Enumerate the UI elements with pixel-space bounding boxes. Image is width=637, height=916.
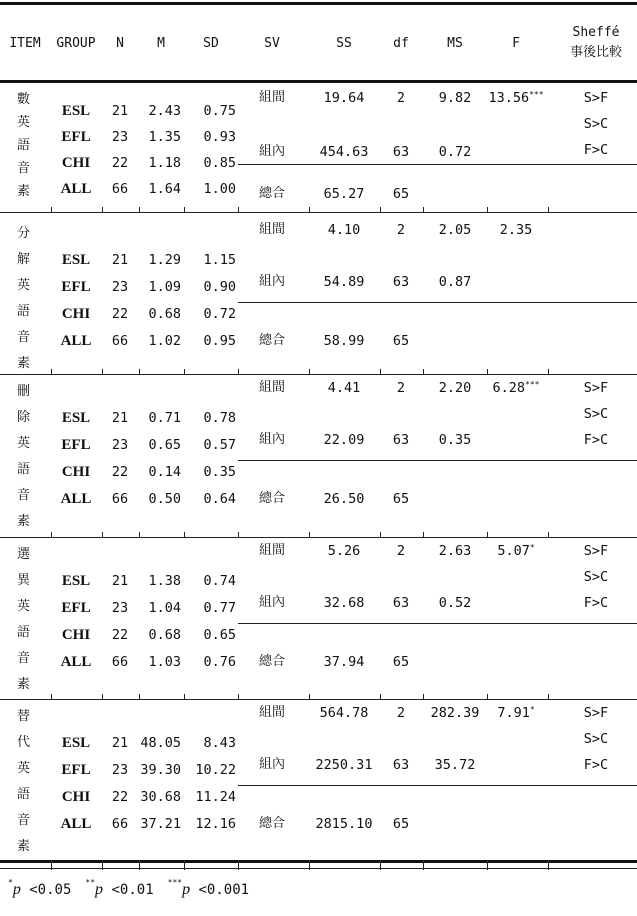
scheffe-comparison: S>F xyxy=(583,380,609,396)
f-number: 5.07 xyxy=(497,543,530,559)
column-tick xyxy=(102,694,103,699)
ms-between: 2.63 xyxy=(438,543,472,559)
sv-within: 組內 xyxy=(258,432,286,447)
group-n: 22 xyxy=(111,627,129,643)
ss-within: 2250.31 xyxy=(315,757,373,773)
header-group: GROUP xyxy=(56,36,96,51)
group-sd: 0.75 xyxy=(203,103,236,119)
scheffe-comparison: S>C xyxy=(583,406,609,422)
item-label-char: 刪 xyxy=(17,384,31,399)
ms-between: 282.39 xyxy=(430,705,480,721)
group-mean: 0.68 xyxy=(148,306,181,322)
item-label-char: 素 xyxy=(17,356,31,371)
sv-between: 組間 xyxy=(258,543,286,558)
column-tick xyxy=(548,207,549,212)
header-df: df xyxy=(393,36,409,51)
group-name: ALL xyxy=(60,333,92,349)
df-within: 63 xyxy=(392,144,410,160)
sv-between: 組間 xyxy=(258,90,286,105)
group-sd: 0.35 xyxy=(203,464,236,480)
scheffe-comparison: S>C xyxy=(583,116,609,132)
header-sd: SD xyxy=(203,36,219,51)
item-label-char: 英 xyxy=(17,599,31,614)
column-tick xyxy=(184,207,185,212)
total-separator-rule xyxy=(238,623,637,624)
bottom-double-rule xyxy=(0,868,637,869)
item-label-char: 素 xyxy=(17,184,31,199)
ss-between: 564.78 xyxy=(319,705,369,721)
item-label-char: 分 xyxy=(17,226,31,241)
group-sd: 0.85 xyxy=(203,155,236,171)
scheffe-comparison: S>F xyxy=(583,90,609,106)
column-tick xyxy=(309,207,310,212)
column-tick xyxy=(487,532,488,537)
df-total: 65 xyxy=(392,816,410,832)
df-between: 2 xyxy=(396,543,406,559)
f-significance: * xyxy=(529,543,535,552)
group-name: ESL xyxy=(61,735,91,751)
column-tick xyxy=(51,532,52,537)
header-n: N xyxy=(116,36,124,51)
item-label-char: 解 xyxy=(17,252,31,267)
group-sd: 0.57 xyxy=(203,437,236,453)
sv-total: 總合 xyxy=(258,816,286,831)
group-sd: 1.15 xyxy=(203,252,236,268)
scheffe-comparison: S>C xyxy=(583,731,609,747)
item-label-char: 語 xyxy=(17,625,31,640)
f-significance: * xyxy=(529,705,535,714)
ms-between: 9.82 xyxy=(438,90,472,106)
group-name: ALL xyxy=(60,654,92,670)
header-scheffe: Sheffé xyxy=(572,25,620,40)
item-label-char: 語 xyxy=(17,304,31,319)
group-sd: 10.22 xyxy=(195,762,236,778)
item-label-char: 英 xyxy=(17,115,31,130)
group-n: 23 xyxy=(111,437,129,453)
total-separator-rule xyxy=(238,302,637,303)
group-sd: 0.93 xyxy=(203,129,236,145)
group-name: CHI xyxy=(61,306,91,322)
footnote-threshold: <0.001 xyxy=(190,882,250,898)
item-label-char: 代 xyxy=(17,735,31,750)
df-total: 65 xyxy=(392,186,410,202)
total-separator-rule xyxy=(238,785,637,786)
group-mean: 0.68 xyxy=(148,627,181,643)
item-label-char: 英 xyxy=(17,436,31,451)
ss-within: 32.68 xyxy=(323,595,365,611)
group-name: ESL xyxy=(61,252,91,268)
group-sd: 8.43 xyxy=(203,735,236,751)
column-tick xyxy=(380,369,381,374)
header-ss: SS xyxy=(336,36,352,51)
group-mean: 48.05 xyxy=(140,735,181,751)
group-n: 22 xyxy=(111,306,129,322)
group-name: EFL xyxy=(61,762,91,778)
group-mean: 1.35 xyxy=(148,129,181,145)
group-name: EFL xyxy=(61,600,91,616)
ms-within: 0.72 xyxy=(438,144,472,160)
sv-total: 總合 xyxy=(258,333,286,348)
group-sd: 0.65 xyxy=(203,627,236,643)
group-mean: 1.64 xyxy=(148,181,181,197)
ms-within: 0.87 xyxy=(438,274,472,290)
block-rule xyxy=(0,699,637,700)
group-n: 66 xyxy=(111,333,129,349)
group-n: 22 xyxy=(111,464,129,480)
group-n: 66 xyxy=(111,181,129,197)
footnote-threshold: <0.05 xyxy=(20,882,72,898)
scheffe-comparison: S>C xyxy=(583,569,609,585)
group-n: 23 xyxy=(111,600,129,616)
header-ms: MS xyxy=(447,36,463,51)
column-tick xyxy=(238,369,239,374)
ss-total: 58.99 xyxy=(323,333,365,349)
df-total: 65 xyxy=(392,333,410,349)
df-within: 63 xyxy=(392,274,410,290)
header-f: F xyxy=(512,36,520,51)
column-tick xyxy=(423,532,424,537)
footnote-p: p xyxy=(95,881,104,898)
column-tick xyxy=(548,694,549,699)
ss-between: 4.10 xyxy=(327,222,361,238)
sv-within: 組內 xyxy=(258,595,286,610)
block-rule xyxy=(0,537,637,538)
footnote-stars: * xyxy=(8,878,13,887)
f-value xyxy=(493,380,540,396)
group-n: 21 xyxy=(111,573,129,589)
column-tick xyxy=(139,532,140,537)
group-name: ESL xyxy=(61,410,91,426)
group-name: ESL xyxy=(61,573,91,589)
item-label-char: 語 xyxy=(17,787,31,802)
group-name: CHI xyxy=(61,464,91,480)
column-tick xyxy=(238,694,239,699)
column-tick xyxy=(102,369,103,374)
scheffe-comparison: F>C xyxy=(583,595,609,611)
group-mean: 0.14 xyxy=(148,464,181,480)
column-tick xyxy=(548,532,549,537)
df-between: 2 xyxy=(396,380,406,396)
scheffe-comparison: F>C xyxy=(583,757,609,773)
header-item: ITEM xyxy=(9,36,41,51)
group-n: 21 xyxy=(111,735,129,751)
f-number: 6.28 xyxy=(492,380,526,396)
item-label-char: 素 xyxy=(17,839,31,854)
column-tick xyxy=(238,207,239,212)
column-tick xyxy=(139,694,140,699)
column-tick xyxy=(51,694,52,699)
item-label-char: 選 xyxy=(17,547,31,562)
sv-between: 組間 xyxy=(258,705,286,720)
group-n: 66 xyxy=(111,491,129,507)
column-tick xyxy=(487,207,488,212)
sv-within: 組內 xyxy=(258,274,286,289)
sv-total: 總合 xyxy=(258,654,286,669)
df-within: 63 xyxy=(392,757,410,773)
item-label-char: 英 xyxy=(17,278,31,293)
column-tick xyxy=(51,369,52,374)
column-tick xyxy=(423,207,424,212)
column-tick xyxy=(139,207,140,212)
column-tick xyxy=(423,694,424,699)
column-tick xyxy=(380,207,381,212)
column-tick xyxy=(238,532,239,537)
item-label-char: 素 xyxy=(17,677,31,692)
footnote-stars: ** xyxy=(85,878,96,887)
item-label-char: 素 xyxy=(17,514,31,529)
total-separator-rule xyxy=(238,164,637,165)
ss-total: 2815.10 xyxy=(315,816,373,832)
block-rule xyxy=(0,374,637,375)
f-number: 7.91 xyxy=(497,705,530,721)
group-name: CHI xyxy=(61,789,91,805)
ss-between: 5.26 xyxy=(327,543,361,559)
block-rule xyxy=(0,212,637,213)
ss-total: 37.94 xyxy=(323,654,365,670)
footnote-item xyxy=(8,878,72,898)
ms-between: 2.20 xyxy=(438,380,472,396)
item-label-char: 音 xyxy=(17,651,31,666)
scheffe-comparison: S>F xyxy=(583,705,609,721)
group-mean: 1.03 xyxy=(148,654,181,670)
item-label-char: 音 xyxy=(17,161,31,176)
column-tick xyxy=(380,532,381,537)
f-significance: *** xyxy=(529,90,544,99)
group-n: 23 xyxy=(111,762,129,778)
footnote-p: p xyxy=(12,881,21,898)
header-m: M xyxy=(157,36,165,51)
group-mean: 1.04 xyxy=(148,600,181,616)
column-tick xyxy=(309,694,310,699)
ss-between: 19.64 xyxy=(323,90,365,106)
group-name: ALL xyxy=(60,816,92,832)
group-name: EFL xyxy=(61,279,91,295)
item-label-char: 音 xyxy=(17,488,31,503)
group-mean: 1.29 xyxy=(148,252,181,268)
item-label-char: 語 xyxy=(17,462,31,477)
item-label-char: 異 xyxy=(17,573,31,588)
column-tick xyxy=(548,369,549,374)
item-label-char: 數 xyxy=(17,92,31,107)
footnote-p: p xyxy=(182,881,191,898)
group-mean: 0.71 xyxy=(148,410,181,426)
column-tick xyxy=(487,369,488,374)
group-n: 66 xyxy=(111,816,129,832)
ss-within: 454.63 xyxy=(319,144,369,160)
item-label-char: 語 xyxy=(17,138,31,153)
group-mean: 2.43 xyxy=(148,103,181,119)
ms-between: 2.05 xyxy=(438,222,472,238)
df-within: 63 xyxy=(392,432,410,448)
group-sd: 12.16 xyxy=(195,816,236,832)
f-value xyxy=(497,705,534,721)
column-tick xyxy=(380,694,381,699)
footnote-stars: *** xyxy=(167,878,183,887)
group-mean: 1.18 xyxy=(148,155,181,171)
group-n: 22 xyxy=(111,789,129,805)
f-significance: *** xyxy=(525,380,540,389)
f-value xyxy=(488,90,543,106)
item-label-char: 除 xyxy=(17,410,31,425)
group-n: 21 xyxy=(111,410,129,426)
scheffe-comparison: F>C xyxy=(583,142,609,158)
df-between: 2 xyxy=(396,90,406,106)
f-number: 2.35 xyxy=(499,222,533,238)
column-tick xyxy=(309,532,310,537)
group-n: 23 xyxy=(111,279,129,295)
column-tick xyxy=(309,369,310,374)
group-n: 23 xyxy=(111,129,129,145)
group-n: 21 xyxy=(111,103,129,119)
column-tick xyxy=(487,694,488,699)
group-mean: 37.21 xyxy=(140,816,181,832)
column-tick xyxy=(139,369,140,374)
group-sd: 0.77 xyxy=(203,600,236,616)
group-mean: 30.68 xyxy=(140,789,181,805)
group-name: CHI xyxy=(61,627,91,643)
sv-between: 組間 xyxy=(258,222,286,237)
group-sd: 0.64 xyxy=(203,491,236,507)
group-n: 66 xyxy=(111,654,129,670)
group-sd: 11.24 xyxy=(195,789,236,805)
df-total: 65 xyxy=(392,491,410,507)
sv-between: 組間 xyxy=(258,380,286,395)
group-mean: 0.65 xyxy=(148,437,181,453)
group-sd: 0.90 xyxy=(203,279,236,295)
ss-within: 54.89 xyxy=(323,274,365,290)
column-tick xyxy=(102,532,103,537)
item-label-char: 音 xyxy=(17,330,31,345)
ss-total: 26.50 xyxy=(323,491,365,507)
ms-within: 0.35 xyxy=(438,432,472,448)
group-name: CHI xyxy=(61,155,91,171)
ss-total: 65.27 xyxy=(323,186,365,202)
scheffe-comparison: F>C xyxy=(583,432,609,448)
group-sd: 0.95 xyxy=(203,333,236,349)
df-between: 2 xyxy=(396,705,406,721)
scheffe-comparison: S>F xyxy=(583,543,609,559)
item-label-char: 替 xyxy=(17,709,31,724)
group-sd: 0.74 xyxy=(203,573,236,589)
f-value xyxy=(500,222,533,238)
ss-between: 4.41 xyxy=(327,380,361,396)
header-scheffe-sub: 事後比較 xyxy=(569,45,623,60)
column-tick xyxy=(102,207,103,212)
group-name: ESL xyxy=(61,103,91,119)
group-sd: 0.76 xyxy=(203,654,236,670)
group-mean: 39.30 xyxy=(140,762,181,778)
item-label-char: 音 xyxy=(17,813,31,828)
ms-within: 35.72 xyxy=(434,757,476,773)
sv-within: 組內 xyxy=(258,757,286,772)
total-separator-rule xyxy=(238,460,637,461)
footnote-threshold: <0.01 xyxy=(103,882,154,898)
column-tick xyxy=(184,532,185,537)
ss-within: 22.09 xyxy=(323,432,365,448)
top-rule xyxy=(0,2,637,5)
footnote-item xyxy=(167,878,250,898)
group-name: EFL xyxy=(61,437,91,453)
footnote xyxy=(8,878,250,899)
group-mean: 1.38 xyxy=(148,573,181,589)
group-mean: 0.50 xyxy=(148,491,181,507)
column-tick xyxy=(423,369,424,374)
f-value xyxy=(497,543,534,559)
sv-total: 總合 xyxy=(258,186,286,201)
column-tick xyxy=(51,207,52,212)
bottom-rule xyxy=(0,860,637,863)
group-name: ALL xyxy=(60,181,92,197)
group-mean: 1.02 xyxy=(148,333,181,349)
group-sd: 1.00 xyxy=(203,181,236,197)
group-name: EFL xyxy=(61,129,91,145)
ms-within: 0.52 xyxy=(438,595,472,611)
group-sd: 0.78 xyxy=(203,410,236,426)
df-within: 63 xyxy=(392,595,410,611)
sv-total: 總合 xyxy=(258,491,286,506)
item-label-char: 英 xyxy=(17,761,31,776)
group-name: ALL xyxy=(60,491,92,507)
sv-within: 組內 xyxy=(258,144,286,159)
group-mean: 1.09 xyxy=(148,279,181,295)
f-number: 13.56 xyxy=(488,90,530,106)
footnote-item xyxy=(85,878,154,898)
group-sd: 0.72 xyxy=(203,306,236,322)
column-tick xyxy=(184,694,185,699)
df-between: 2 xyxy=(396,222,406,238)
header-sv: SV xyxy=(264,36,280,51)
header-rule xyxy=(0,80,637,83)
df-total: 65 xyxy=(392,654,410,670)
group-n: 21 xyxy=(111,252,129,268)
group-n: 22 xyxy=(111,155,129,171)
column-tick xyxy=(184,369,185,374)
